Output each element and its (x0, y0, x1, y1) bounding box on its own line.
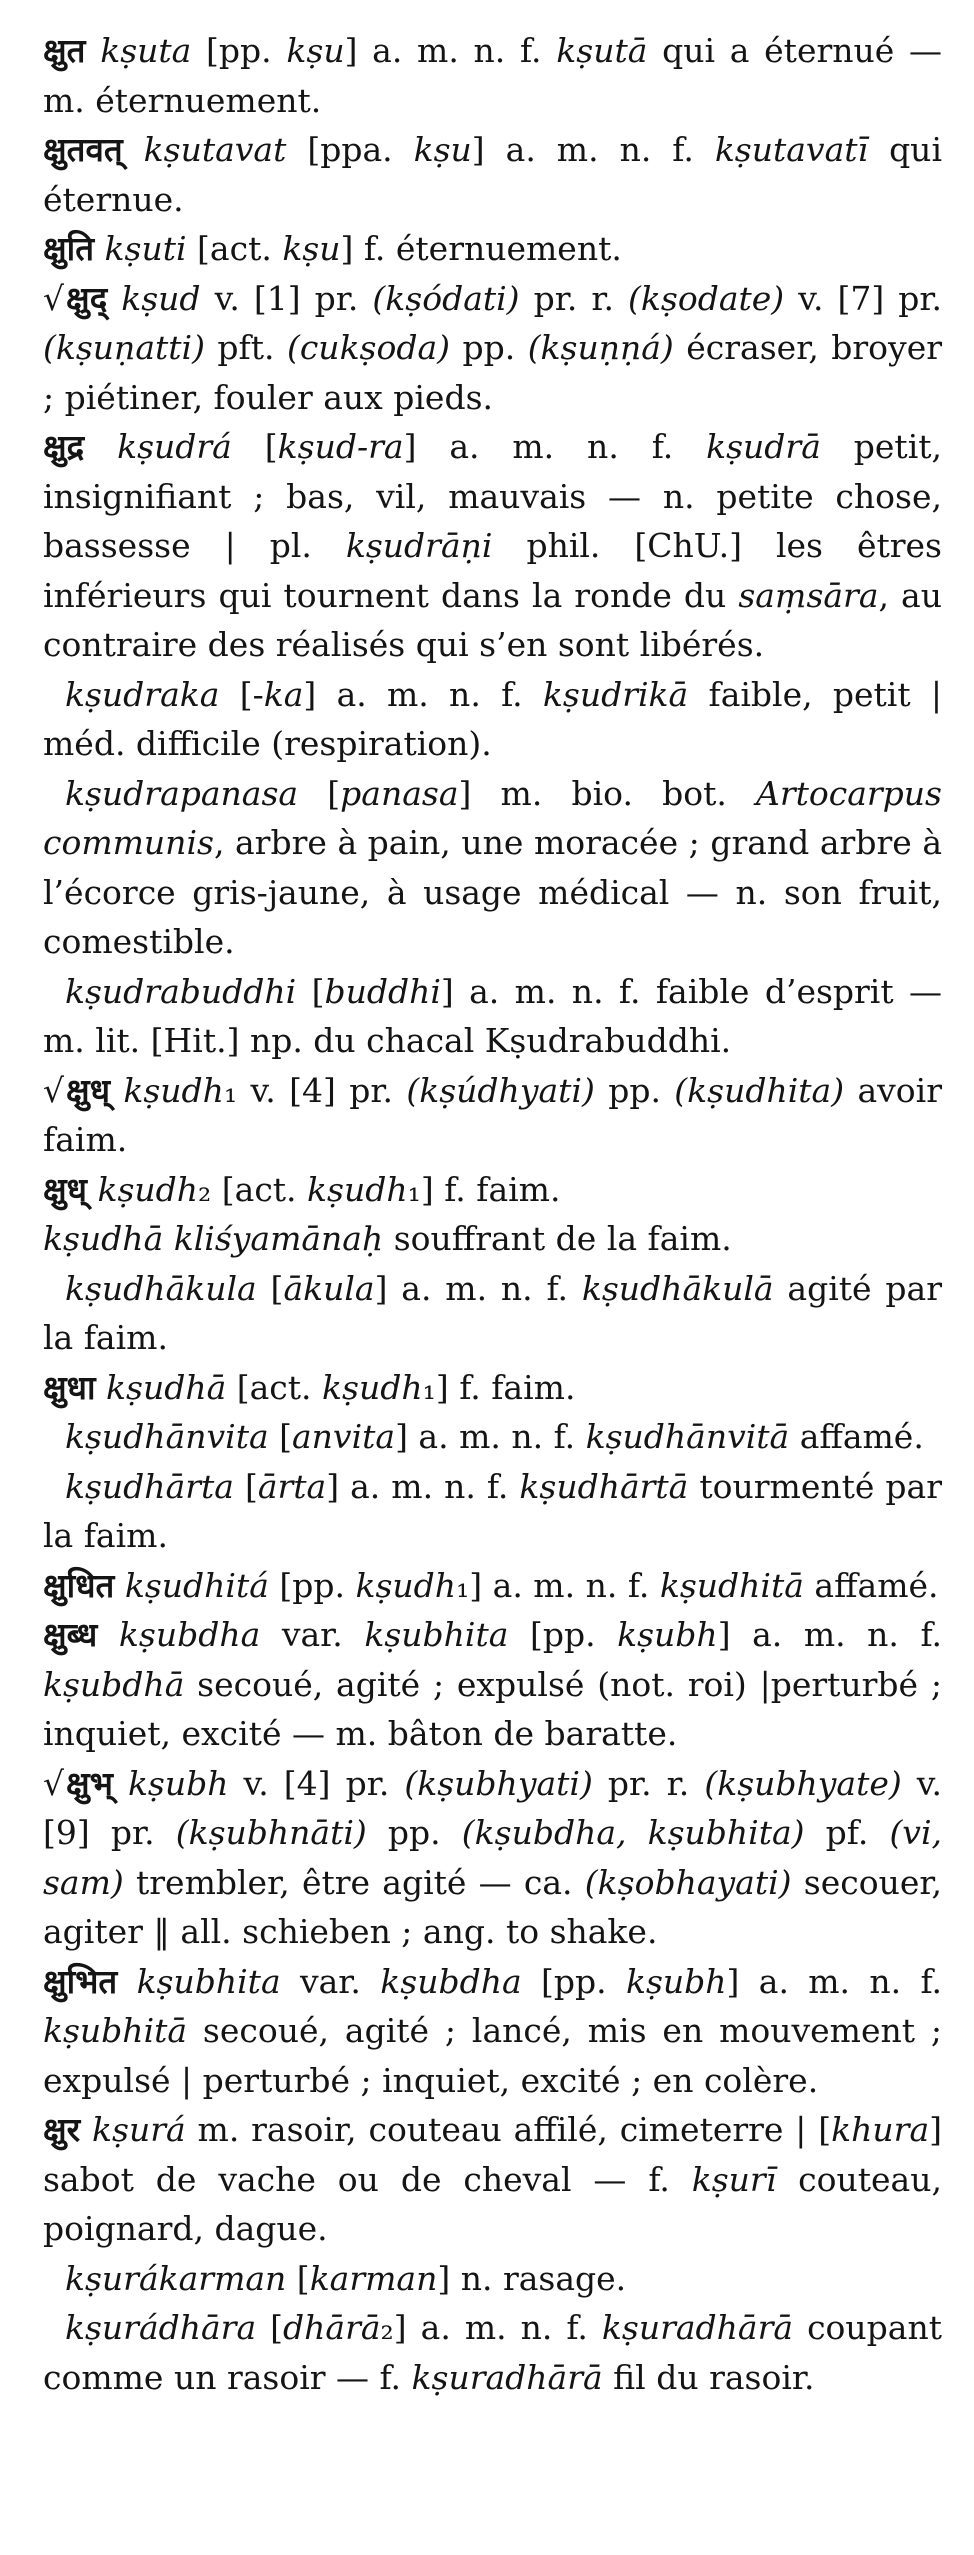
definition-text: [pp. (191, 31, 287, 70)
italic-term: kṣudhā (106, 1367, 227, 1407)
italic-term: kṣudhārta (65, 1466, 234, 1506)
definition-text: petit, insignifiant ; bas, vil, mauvais — n. petite chose, bassesse | pl. (43, 427, 943, 565)
italic-term: kṣutavat (143, 130, 287, 169)
italic-term: kṣudhitā (659, 1565, 804, 1605)
italic-term: saṃsāra (738, 575, 879, 615)
italic-term: ka (263, 674, 304, 714)
definition-text: m. rasoir, couteau affilé, cimeterre | [ (185, 2110, 832, 2149)
definition-text: ] a. m. n. f. (717, 1615, 942, 1654)
verbal-root-symbol: √ (43, 1763, 65, 1803)
definition-text: ₂] a. m. n. f. (380, 2308, 602, 2347)
devanagari-headword: क्षुभ् (66, 1763, 113, 1803)
root-entry (43, 274, 942, 423)
italic-term: kṣudhānvita (65, 1417, 269, 1456)
definition-text: pf. (804, 1813, 890, 1852)
italic-term: kṣurī (691, 2159, 777, 2199)
definition-text: souffrant de la faim. (383, 1219, 732, 1258)
italic-term: kṣuradhārā (601, 2308, 794, 2347)
italic-term: kṣudrapanasa (65, 773, 299, 813)
definition-text: pft. (204, 328, 287, 367)
italic-term: buddhi (324, 971, 441, 1011)
italic-term: kṣudh (322, 1367, 423, 1407)
italic-term: kṣubhitā (43, 2011, 188, 2050)
dictionary-entry (43, 125, 942, 224)
definition-text: ] a. m. n. f. (344, 31, 557, 70)
italic-term: kṣudrikā (542, 674, 689, 714)
italic-term: (kṣobhayati) (584, 1862, 792, 1902)
entry-list (43, 26, 942, 2402)
definition-text: ] m. bio. bot. (458, 773, 757, 813)
definition-text: fil du rasoir. (602, 2357, 815, 2397)
definition-text: ₁ v. [4] pr. (223, 1070, 407, 1110)
dictionary-entry (43, 1561, 942, 1611)
definition-text: ₁] f. faim. (407, 1169, 561, 1209)
devanagari-headword: क्षुर (43, 2110, 81, 2149)
italic-term: (kṣodate) (628, 278, 785, 318)
italic-term: kṣudhākula (65, 1268, 257, 1308)
devanagari-headword: क्षुधा (43, 1367, 96, 1407)
italic-term: kṣu (286, 31, 345, 70)
italic-term: kṣutā (556, 31, 648, 70)
italic-term: (kṣubdha, kṣubhita) (461, 1813, 805, 1852)
definition-text: [ (298, 773, 341, 813)
italic-term: ākula (283, 1268, 375, 1308)
italic-term: kṣudhārtā (519, 1466, 689, 1506)
root-entry (43, 1759, 942, 1957)
dictionary-entry (43, 1363, 942, 1413)
sub-entry (43, 670, 942, 769)
italic-term: (kṣubhyati) (404, 1763, 593, 1803)
definition-text: avoir faim. (43, 1070, 942, 1159)
dictionary-entry (43, 1165, 942, 1215)
italic-term: kṣubdha (380, 1961, 522, 2001)
italic-term: kṣudrá (117, 427, 232, 466)
definition-text: ] a. m. n. f. (374, 1268, 582, 1308)
definition-text: v. [7] pr. (784, 278, 942, 318)
italic-term: kṣudhākulā (581, 1268, 774, 1308)
italic-term: kṣudh (307, 1169, 408, 1209)
definition-text: pr. r. (592, 1763, 705, 1803)
italic-term: (kṣódati) (372, 278, 520, 318)
definition-text: coupant comme un rasoir — f. (43, 2308, 942, 2397)
definition-text: pp. (366, 1813, 462, 1852)
italic-term: kṣud (121, 278, 201, 318)
italic-term: kṣudraka (65, 674, 220, 714)
italic-term: kṣudrabuddhi (65, 971, 297, 1011)
definition-text: secouer, agiter ‖ all. schieben ; ang. to shake. (43, 1862, 943, 1951)
definition-text: faible, petit | méd. difficile (respiration). (43, 674, 943, 763)
definition-text: [ (256, 2308, 284, 2347)
definition-text: ] a. m. n. f. (326, 1466, 520, 1506)
definition-text: pp. (450, 328, 528, 367)
italic-term: kṣurákarman (65, 2258, 287, 2298)
italic-term: kṣud-ra (277, 427, 404, 466)
dictionary-entry (43, 1957, 942, 2106)
italic-term: kṣubdha (118, 1615, 261, 1654)
definition-text: qui éternue. (43, 130, 942, 219)
definition-text: [ (256, 1268, 284, 1308)
sub-entry (43, 2303, 942, 2402)
italic-term: kṣudhānvitā (585, 1417, 790, 1456)
italic-term: (kṣúdhyati) (406, 1070, 595, 1110)
definition-text: ] sabot de vache ou de cheval — f. (43, 2110, 942, 2199)
definition-text: pp. (594, 1070, 675, 1110)
definition-text: , arbre à pain, une moracée ; grand arbre à l’écorce gris-jaune, à usage médical — n. son fruit, comestible. (43, 823, 942, 961)
definition-text: pr. r. (519, 278, 629, 318)
italic-term: kṣurá (92, 2110, 186, 2149)
definition-text: ] a. m. n. f. (471, 130, 715, 169)
italic-term: kṣubdhā (43, 1664, 185, 1704)
devanagari-headword: क्षुध् (66, 1070, 110, 1110)
italic-term: (kṣuṇṇá) (527, 328, 674, 367)
definition-text: ] a. m. n. f. (403, 427, 707, 466)
sub-entry (43, 967, 942, 1066)
italic-term: kṣudh (123, 1070, 224, 1110)
definition-text: tourmenté par la faim. (43, 1466, 942, 1555)
definition-text: ] a. m. n. f. faible d’esprit — m. lit. [Hit.] np. du chacal Kṣudrabuddhi. (43, 971, 942, 1060)
definition-text: ₂ [act. (198, 1169, 308, 1209)
definition-text: [ (231, 427, 278, 466)
definition-text: [act. (226, 1367, 323, 1407)
verbal-root-symbol: √ (43, 1070, 65, 1110)
italic-term: kṣuti (104, 229, 187, 268)
definition-text: var. (260, 1615, 365, 1654)
italic-term: kṣudrāṇi (345, 526, 493, 565)
italic-term: Artocarpus communis (43, 773, 942, 862)
sub-entry (43, 1264, 942, 1363)
italic-term: kṣubh (127, 1763, 229, 1803)
definition-text: ₁] f. faim. (422, 1367, 576, 1407)
italic-term: kṣudrā (706, 427, 821, 466)
italic-term: (kṣuṇatti) (43, 328, 205, 367)
dictionary-entry (43, 26, 942, 125)
italic-term: kṣubh (625, 1961, 727, 2001)
sub-entry (43, 769, 942, 967)
italic-term: kṣuta (100, 31, 192, 70)
devanagari-headword: क्षुब्ध (43, 1615, 98, 1654)
definition-text: ] f. éternuement. (340, 229, 622, 268)
definition-text: [- (219, 674, 264, 714)
definition-text: agité par la faim. (43, 1268, 942, 1357)
italic-term: (vi, sam) (43, 1813, 942, 1902)
italic-term: (cukṣoda) (286, 328, 451, 367)
devanagari-headword: क्षुति (43, 229, 95, 268)
italic-term: (kṣudhita) (674, 1070, 845, 1110)
definition-text: , au contraire des réalisés qui s’en sont libérés. (43, 575, 942, 664)
definition-text: secoué, agité ; expulsé (not. roi) |perturbé ; inquiet, excité — m. bâton de baratte. (43, 1664, 942, 1753)
definition-text: ₁] a. m. n. f. (456, 1565, 660, 1605)
definition-text: [ (286, 2258, 310, 2298)
verbal-root-symbol: √ (43, 278, 65, 318)
sub-entry (43, 2254, 942, 2304)
dictionary-entry (43, 1610, 942, 1759)
definition-text: ] a. m. n. f. (726, 1961, 943, 2001)
definition-text: phil. [ChU.] les êtres inférieurs qui tournent dans la ronde du (43, 526, 942, 615)
definition-text: v. [9] pr. (43, 1763, 942, 1852)
sub-entry (43, 1412, 942, 1462)
definition-text: [pp. (268, 1565, 356, 1605)
italic-term: panasa (340, 773, 459, 813)
devanagari-headword: क्षुधित (43, 1565, 115, 1605)
definition-text: [ppa. (286, 130, 414, 169)
definition-text: [ (233, 1466, 258, 1506)
dictionary-entry (43, 422, 942, 670)
italic-term: kṣutavatī (714, 130, 869, 169)
italic-term: kṣubh (617, 1615, 718, 1654)
devanagari-headword: क्षुद्र (43, 427, 85, 466)
definition-text: [pp. (508, 1615, 618, 1654)
devanagari-headword: क्षुत (43, 31, 86, 70)
italic-term: kṣuradhārā (411, 2357, 603, 2397)
italic-term: dhārā (283, 2308, 381, 2347)
devanagari-headword: क्षुभित (43, 1961, 118, 2001)
italic-term: kṣu (413, 130, 472, 169)
italic-term: kṣubhita (136, 1961, 281, 2001)
definition-text: [ (268, 1417, 292, 1456)
italic-term: kṣurádhāra (65, 2308, 257, 2347)
italic-term: (kṣubhyate) (704, 1763, 902, 1803)
definition-text: v. [4] pr. (228, 1763, 405, 1803)
definition-text: affamé. (789, 1417, 924, 1456)
italic-term: (kṣubhnāti) (175, 1813, 367, 1852)
italic-term: kṣudhā kliśyamānaḥ (43, 1219, 384, 1258)
definition-text: secoué, agité ; lancé, mis en mouvement ; expulsé | perturbé ; inquiet, excité ; en colère. (43, 2011, 942, 2100)
definition-text: qui a éternué — m. éternuement. (43, 31, 942, 120)
dictionary-entry (43, 1214, 942, 1264)
definition-text: affamé. (803, 1565, 939, 1605)
definition-text: [act. (186, 229, 283, 268)
italic-term: anvita (292, 1417, 396, 1456)
definition-text: couteau, poignard, dague. (43, 2159, 942, 2248)
definition-text: écraser, broyer ; piétiner, fouler aux pieds. (43, 328, 942, 417)
dictionary-entry (43, 2105, 942, 2254)
definition-text: var. (280, 1961, 381, 2001)
definition-text: v. [1] pr. (200, 278, 373, 318)
definition-text: ] n. rasage. (437, 2258, 627, 2298)
italic-term: kṣudh (97, 1169, 199, 1209)
italic-term: ārta (257, 1466, 327, 1506)
definition-text: [pp. (521, 1961, 626, 2001)
devanagari-headword: क्षुद् (66, 278, 108, 318)
italic-term: kṣudhitá (124, 1565, 269, 1605)
italic-term: khura (831, 2110, 930, 2149)
definition-text: trembler, être agité — ca. (123, 1862, 585, 1902)
sub-entry (43, 1462, 942, 1561)
italic-term: kṣu (282, 229, 341, 268)
root-entry (43, 1066, 942, 1165)
devanagari-headword: क्षुध् (43, 1169, 87, 1209)
dictionary-entry (43, 224, 942, 274)
definition-text: ] a. m. n. f. (395, 1417, 586, 1456)
italic-term: karman (309, 2258, 438, 2298)
definition-text: ] a. m. n. f. (303, 674, 543, 714)
definition-text: [ (296, 971, 325, 1011)
italic-term: kṣudh (355, 1565, 457, 1605)
devanagari-headword: क्षुतवत् (43, 130, 123, 169)
italic-term: kṣubhita (364, 1615, 509, 1654)
